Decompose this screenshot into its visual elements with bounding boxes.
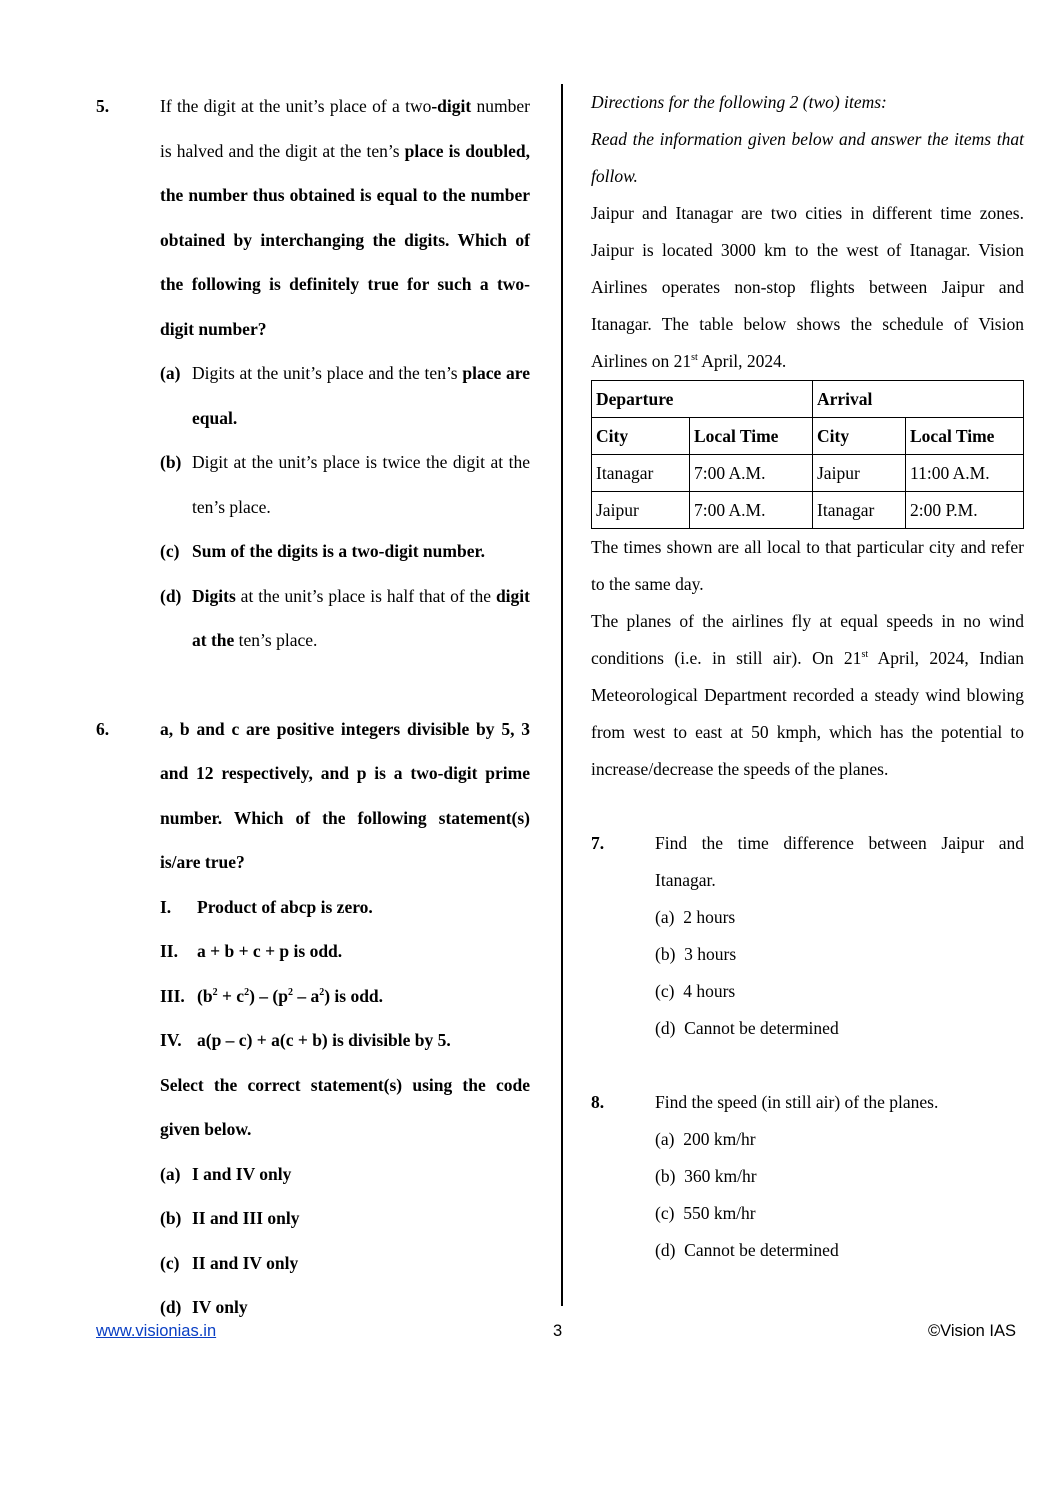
- column-header: Local Time: [690, 418, 813, 455]
- statement-text: Product of abcp is zero.: [197, 896, 373, 917]
- option-a: [160, 1152, 530, 1197]
- option-text: Sum of the digits is a two-digit number.: [192, 541, 485, 561]
- option-d: [160, 574, 530, 663]
- option-label: (a): [160, 1163, 181, 1184]
- option-b: [160, 1196, 530, 1241]
- table-cell: Itanagar: [813, 492, 906, 529]
- option-text: 4 hours: [683, 981, 736, 1001]
- option-label: (c): [160, 1252, 180, 1273]
- question-6: [96, 707, 530, 1330]
- copyright-text: ©Vision IAS: [928, 1322, 1016, 1340]
- option-text: IV only: [192, 1297, 248, 1317]
- website-link[interactable]: www.visionias.in: [96, 1322, 217, 1340]
- page-number: 3: [553, 1322, 563, 1340]
- question-body: [160, 84, 530, 663]
- code-prompt: Select the correct statement(s) using the code given below.: [160, 1074, 530, 1139]
- departure-header: Departure: [592, 381, 813, 418]
- question-body: [655, 1084, 1024, 1269]
- option-b: [655, 1158, 1024, 1195]
- table-cell: Jaipur: [813, 455, 906, 492]
- question-stem: a, b and c are positive integers divisible by 5, 3 and 12 respectively, and p is a two-digit prime number. Which of the following statement(s) is/are true?: [160, 718, 530, 872]
- option-text: I and IV only: [192, 1163, 292, 1184]
- option-c: [655, 973, 1024, 1010]
- option-label: (a): [655, 1129, 675, 1149]
- directions-text: Read the information given below and answer the items that follow.: [591, 129, 1024, 186]
- option-d: [655, 1010, 1024, 1047]
- table-cell: 2:00 P.M.: [906, 492, 1024, 529]
- option-text: 2 hours: [683, 907, 736, 927]
- stem-text-bold: place is doubled, the number thus obtained is equal to the number obtained by interchanging the digits. Which of the following is definitely true for such a two-digit number?: [160, 140, 530, 339]
- option-label: (d): [160, 1297, 182, 1317]
- option-text: Digit at the unit’s place is twice the digit at the ten’s place.: [192, 452, 530, 517]
- option-b: [655, 936, 1024, 973]
- question-body: [160, 707, 530, 1330]
- table-cell: Itanagar: [592, 455, 690, 492]
- table-cell: 11:00 A.M.: [906, 455, 1024, 492]
- option-label: (b): [655, 944, 676, 964]
- statement-1: [160, 885, 530, 930]
- option-label: (d): [655, 1240, 676, 1260]
- option-label: (c): [160, 541, 180, 561]
- option-label: (c): [655, 981, 675, 1001]
- option-label: (d): [655, 1018, 676, 1038]
- column-divider: [561, 84, 563, 1306]
- question-body: [655, 825, 1024, 1047]
- option-a: [655, 1121, 1024, 1158]
- option-c: [160, 529, 530, 574]
- option-text-bold: place are equal.: [192, 363, 530, 428]
- stem-text: If the digit at the unit’s place of a two: [160, 96, 432, 116]
- passage-paragraph-1: Jaipur and Itanagar are two cities in different time zones. Jaipur is located 3000 km to the west of Itanagar. Vision Airlines operates non-stop flights between Jaipur and Itanagar. The table below shows the schedule of Vision Airlines on 21st April, 2024.: [591, 203, 1024, 371]
- question-7: [591, 825, 1024, 1047]
- option-label: (a): [655, 907, 675, 927]
- question-number: 6.: [96, 718, 110, 739]
- option-b: [160, 440, 530, 529]
- question-number: 7.: [591, 833, 605, 853]
- option-text: II and III only: [192, 1208, 300, 1228]
- option-label: (b): [655, 1166, 676, 1186]
- question-number: 8.: [591, 1092, 605, 1112]
- stem-text: number is halved and the digit at the ten’s: [160, 96, 530, 161]
- option-c: [160, 1241, 530, 1286]
- statement-2: [160, 929, 530, 974]
- option-text: Digits at the unit’s place and the ten’s: [192, 363, 458, 383]
- statement-label: III.: [160, 985, 185, 1006]
- table-subheader-row: [592, 418, 1024, 455]
- statement-label: II.: [160, 941, 178, 961]
- option-a: [160, 351, 530, 440]
- table-row: [592, 455, 1024, 492]
- statement-label: IV.: [160, 1030, 182, 1050]
- column-header: City: [592, 418, 690, 455]
- option-text-bold: Digits: [192, 585, 236, 606]
- option-text: ten’s place.: [234, 630, 318, 650]
- column-header: Local Time: [906, 418, 1024, 455]
- option-c: [655, 1195, 1024, 1232]
- question-stem: Find the time difference between Jaipur and Itanagar.: [655, 833, 1024, 890]
- table-header-row: [592, 381, 1024, 418]
- statement-4: [160, 1018, 530, 1063]
- question-stem: [160, 84, 530, 351]
- passage-paragraph-2: The times shown are all local to that particular city and refer to the same day.: [591, 537, 1024, 594]
- table-row: [592, 492, 1024, 529]
- question-number: 5.: [96, 96, 110, 116]
- statement-text: a(p – c) + a(c + b) is divisible by 5.: [197, 1030, 451, 1050]
- arrival-header: Arrival: [813, 381, 1024, 418]
- option-text: 3 hours: [684, 944, 737, 964]
- option-text: 550 km/hr: [683, 1203, 756, 1223]
- option-text-bold: digit at the: [192, 585, 530, 650]
- right-column: [591, 84, 1024, 1269]
- option-text: 200 km/hr: [683, 1129, 756, 1149]
- option-label: (b): [160, 1208, 182, 1228]
- question-5: [96, 84, 530, 663]
- table-cell: Jaipur: [592, 492, 690, 529]
- option-label: (d): [160, 585, 182, 606]
- question-stem: Find the speed (in still air) of the planes.: [655, 1092, 939, 1112]
- statement-3: [160, 974, 530, 1019]
- option-label: (a): [160, 363, 181, 383]
- table-cell: 7:00 A.M.: [690, 455, 813, 492]
- option-text: at the unit’s place is half that of the: [235, 585, 496, 606]
- option-d: [655, 1232, 1024, 1269]
- column-header: City: [813, 418, 906, 455]
- table-cell: 7:00 A.M.: [690, 492, 813, 529]
- option-label: (b): [160, 452, 182, 472]
- question-8: [591, 1084, 1024, 1269]
- statement-text: $(b^2 + c^2) - (p^2 - a^2)$ is odd.: [197, 985, 384, 1006]
- stem-text-bold: -digit: [431, 96, 472, 116]
- option-text: Cannot be determined: [684, 1018, 839, 1038]
- passage-paragraph-3: The planes of the airlines fly at equal speeds in no wind conditions (i.e. in still air). On 21st April, 2024, Indian Meteorological Department recorded a steady wind blowing from west to east at 50 kmph, which has the potential to increase/decrease the speeds of the planes.: [591, 611, 1024, 779]
- option-label: (c): [655, 1203, 675, 1223]
- statement-text: a + b + c + p is odd.: [197, 941, 343, 961]
- directions-heading: Directions for the following 2 (two) items:: [591, 92, 887, 112]
- option-text: Cannot be determined: [684, 1240, 839, 1260]
- flight-schedule-table: [591, 380, 1024, 529]
- option-text: II and IV only: [192, 1252, 299, 1273]
- statement-label: I.: [160, 896, 172, 917]
- option-text: 360 km/hr: [684, 1166, 757, 1186]
- option-a: [655, 899, 1024, 936]
- left-column: [96, 84, 530, 1330]
